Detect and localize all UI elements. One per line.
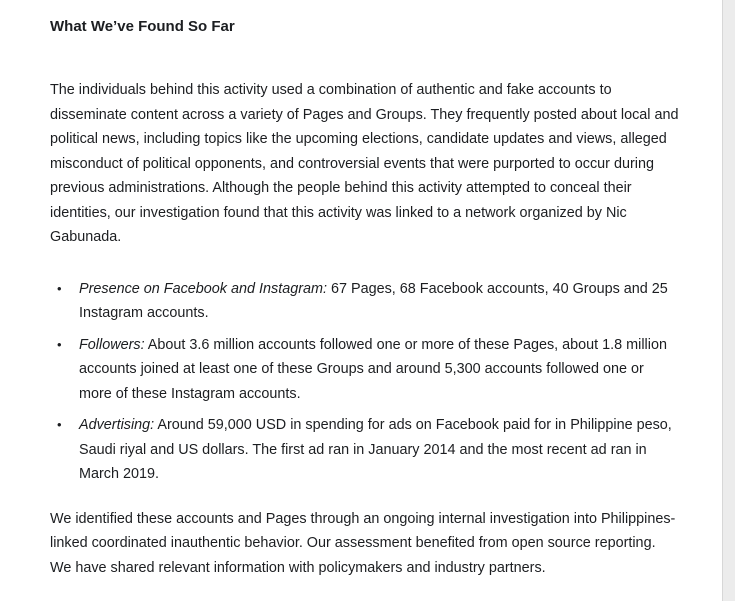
finding-label: Followers:	[79, 336, 145, 353]
finding-followers	[50, 333, 680, 407]
finding-text: Around 59,000 USD in spending for ads on Facebook paid for in Philippine peso, Saudi riyal and US dollars. The first ad ran in January 2014 and the most recent ad ran in March 2019.	[79, 417, 672, 482]
closing-paragraph: We identified these accounts and Pages through an ongoing internal investigation into Philippines-linked coordinated inauthentic behavior. Our assessment benefited from open source reporting. We have shared relevant information with policymakers and industry partners.	[50, 510, 676, 576]
bullet-icon: •	[57, 336, 62, 352]
finding-label: Advertising:	[79, 417, 155, 433]
intro-paragraph: The individuals behind this activity used a combination of authentic and fake accounts to disseminate content across a variety of Pages and Groups. They frequently posted about local and political news, including topics like the upcoming elections, candidate updates and views, alleged misconduct of political opponents, and controversial events that were purported to occur during previous administrations. Although the people behind this activity attempted to conceal their identities, our investigation found that this activity was linked to a network organized by Nic Gabunada.	[50, 82, 679, 245]
section-heading: What We’ve Found So Far	[50, 18, 235, 35]
finding-text: 67 Pages, 68 Facebook accounts, 40 Groups and 25 Instagram accounts.	[79, 280, 668, 321]
finding-label: Presence on Facebook and Instagram:	[79, 280, 327, 297]
bullet-icon: •	[57, 417, 62, 432]
article-content	[50, 16, 680, 580]
finding-advertising	[50, 413, 680, 487]
findings-list	[50, 277, 680, 487]
finding-text: About 3.6 million accounts followed one or more of these Pages, about 1.8 million accounts joined at least one of these Groups and around 5,300 accounts followed one or more of these Instagram accounts.	[79, 336, 667, 402]
finding-presence	[50, 277, 680, 326]
bullet-icon: •	[57, 280, 62, 296]
